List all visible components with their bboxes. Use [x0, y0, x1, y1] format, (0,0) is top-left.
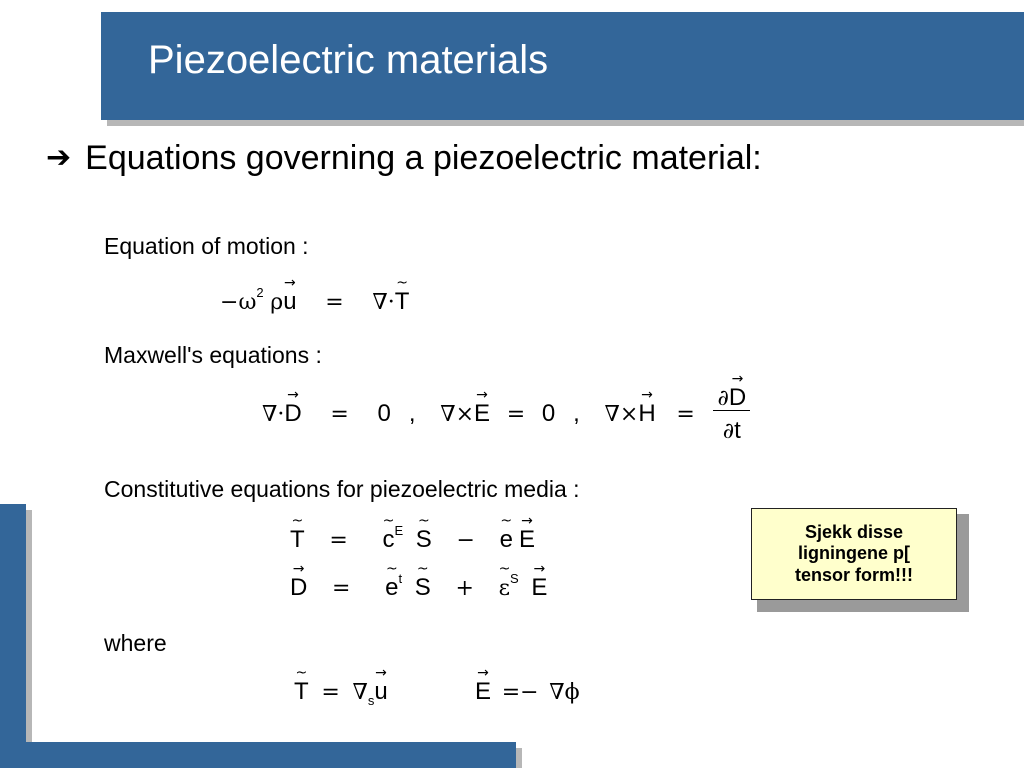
left-decorative-bar [0, 504, 26, 768]
where-label: where [104, 630, 167, 656]
right-arrow-icon: ➔ [46, 140, 72, 175]
note-box [751, 508, 957, 600]
time-derivative-fraction: ∂ → D ∂t [713, 386, 750, 443]
constitutive-equation-stress: ~ T = ~ $c^E$ ~ S − ~ e → E [290, 513, 535, 553]
note-line-3: tensor form!!! [795, 564, 913, 585]
bullet-line [46, 138, 762, 179]
maxwell-equations: ∇· → D = 0 , ∇× → E = 0 , ∇× → H = ∂ → D ∂t [262, 386, 750, 443]
bottom-decorative-bar [26, 742, 516, 768]
constitutive-equation-displacement: → D = ~ $e^t$ ~ S + ~ $\varepsilon^S$ → E [290, 561, 548, 601]
note-line-1: Sjekk disse [804, 521, 904, 542]
note-line-2: ligningene p[ [798, 543, 910, 564]
maxwell-label: Maxwell's equations : [104, 342, 322, 368]
motion-label: Equation of motion : [104, 233, 309, 259]
slide-title: Piezoelectric materials [148, 38, 549, 82]
equation-of-motion: $-\omega^2$ ρ → u = ∇· ~ T [220, 275, 410, 315]
where-definitions: ~ $T = \nabla_s$ → u → E =− ∇ϕ [294, 665, 580, 708]
bullet-text: Equations governing a piezoelectric material: [85, 139, 762, 177]
constitutive-label: Constitutive equations for piezoelectric media : [104, 476, 580, 502]
